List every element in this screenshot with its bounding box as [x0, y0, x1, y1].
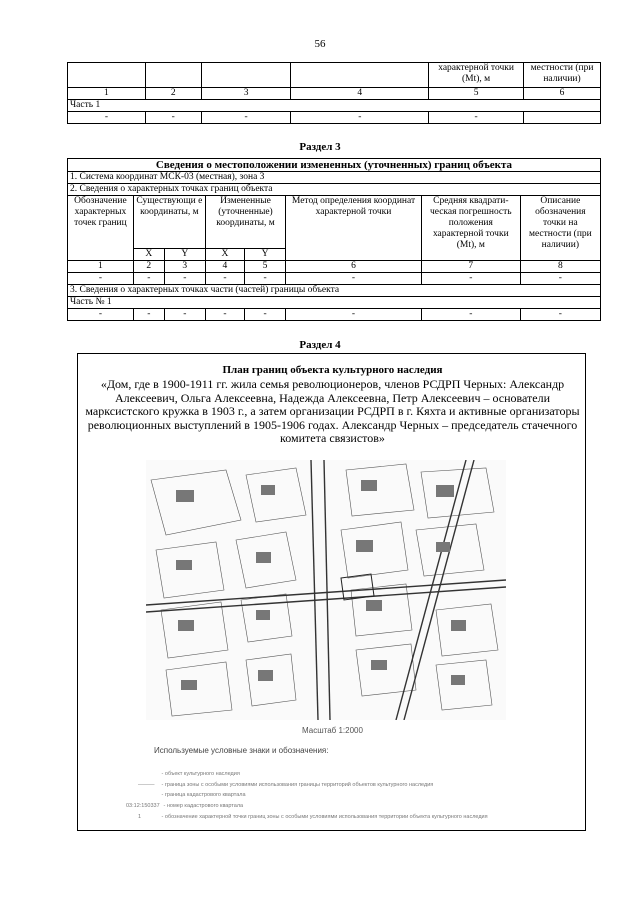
page-number: 56 — [314, 38, 326, 50]
section-4-title: Раздел 4 — [299, 339, 341, 351]
points-info-heading: 2. Сведения о характерных точках границ объекта — [68, 184, 601, 196]
dash-cell: - — [421, 273, 520, 285]
legend-symbol: ——— — [138, 782, 155, 788]
dash-cell: - — [520, 309, 600, 321]
plan-title: План границ объекта культурного наследия — [222, 364, 443, 376]
header-cell: характерной точки (Mt), м — [429, 63, 524, 88]
dash-cell: - — [201, 112, 291, 124]
dash-cell: - — [520, 273, 600, 285]
dash-cell: - — [164, 309, 205, 321]
header-cell — [201, 63, 291, 88]
legend-text: - обозначение характерной точки границ зоны с особыми условиями использования территории объекта культурного наследия — [161, 814, 488, 820]
coordinate-system: 1. Система координат МСК-03 (местная), зона 3 — [68, 172, 601, 184]
plan-frame — [77, 353, 586, 831]
legend-symbol: 03:12:150337 — [126, 803, 160, 809]
dash-cell: - — [244, 309, 285, 321]
dash-cell: - — [291, 112, 429, 124]
number-cell: 3 — [164, 261, 205, 273]
dash-cell: - — [286, 309, 422, 321]
cadastral-map — [146, 460, 506, 720]
number-cell: 8 — [520, 261, 600, 273]
number-cell: 3 — [201, 88, 291, 100]
col-header: Обозначение характерных точек границ — [68, 196, 134, 261]
number-cell: 5 — [244, 261, 285, 273]
part-label: Часть № 1 — [68, 297, 601, 309]
section-3-heading: Сведения о местоположении измененных (уточненных) границ объекта — [68, 159, 601, 172]
number-cell: 1 — [68, 88, 146, 100]
map-scale: Масштаб 1:2000 — [302, 726, 363, 735]
number-cell: 4 — [291, 88, 429, 100]
part-points-heading: 3. Сведения о характерных точках части (частей) границы объекта — [68, 285, 601, 297]
legend-text: - объект культурного наследия — [161, 771, 240, 777]
dash-cell: - — [164, 273, 205, 285]
dash-cell: - — [68, 112, 146, 124]
col-header: Описание обозначения точки на местности (при наличии) — [520, 196, 600, 261]
dash-cell: - — [68, 309, 134, 321]
dash-cell: - — [286, 273, 422, 285]
number-cell: 7 — [421, 261, 520, 273]
header-cell — [68, 63, 146, 88]
plan-subtitle: «Дом, где в 1900-1911 гг. жила семья революционеров, членов РСДРП Черных: Александр Алексеевич, Ольга Алексеевна, Надежда Алексеевна, Петр Алексеевич – основатели марксистского кружка в 1903 г., а затем организации РСДРП в г. Кяхта и активные организаторы революционных выступлений в 1905-1906 годах. Александр Черных – председатель стачечного комитета связистов» — [85, 377, 580, 445]
number-cell: 1 — [68, 261, 134, 273]
legend-title: Используемые условные знаки и обозначения: — [154, 746, 329, 755]
header-cell — [291, 63, 429, 88]
legend-text: - граница кадастрового квартала — [161, 792, 246, 798]
section-3-title: Раздел 3 — [299, 141, 341, 153]
legend-item — [138, 771, 240, 777]
legend-text: - граница зоны с особыми условиями использования границы территорий объектов культурного наследия — [161, 782, 434, 788]
xy-header: X — [133, 249, 164, 261]
part-label: Часть 1 — [68, 100, 601, 112]
number-cell: 6 — [286, 261, 422, 273]
number-cell: 5 — [429, 88, 524, 100]
dash-cell: - — [145, 112, 201, 124]
continuation-table — [67, 62, 601, 124]
legend-symbol: 1 — [138, 814, 142, 820]
col-header: Измененные (уточненные) координаты, м — [205, 196, 285, 249]
number-cell: 2 — [145, 88, 201, 100]
col-header: Существующи е координаты, м — [133, 196, 205, 249]
col-header: Метод определения координат характерной точки — [286, 196, 422, 261]
dash-cell: - — [429, 112, 524, 124]
dash-cell: - — [133, 309, 164, 321]
number-cell: 2 — [133, 261, 164, 273]
dash-cell: - — [205, 309, 244, 321]
dash-cell: - — [421, 309, 520, 321]
xy-header: Y — [244, 249, 285, 261]
legend-item — [138, 782, 433, 788]
header-cell: местности (при наличии) — [524, 63, 601, 88]
legend-item — [138, 792, 246, 798]
xy-header: X — [205, 249, 244, 261]
header-cell — [145, 63, 201, 88]
section-3-table — [67, 158, 601, 321]
dash-cell: - — [68, 273, 134, 285]
dash-cell: - — [244, 273, 285, 285]
dash-cell — [524, 112, 601, 124]
col-header: Средняя квадрати- ческая погрешность положения характерной точки (Mt), м — [421, 196, 520, 261]
number-cell: 6 — [524, 88, 601, 100]
xy-header: Y — [164, 249, 205, 261]
legend-text: - номер кадастрового квартала — [163, 803, 244, 809]
number-cell: 4 — [205, 261, 244, 273]
legend-item — [138, 814, 518, 820]
legend-item — [126, 803, 243, 809]
dash-cell: - — [133, 273, 164, 285]
dash-cell: - — [205, 273, 244, 285]
